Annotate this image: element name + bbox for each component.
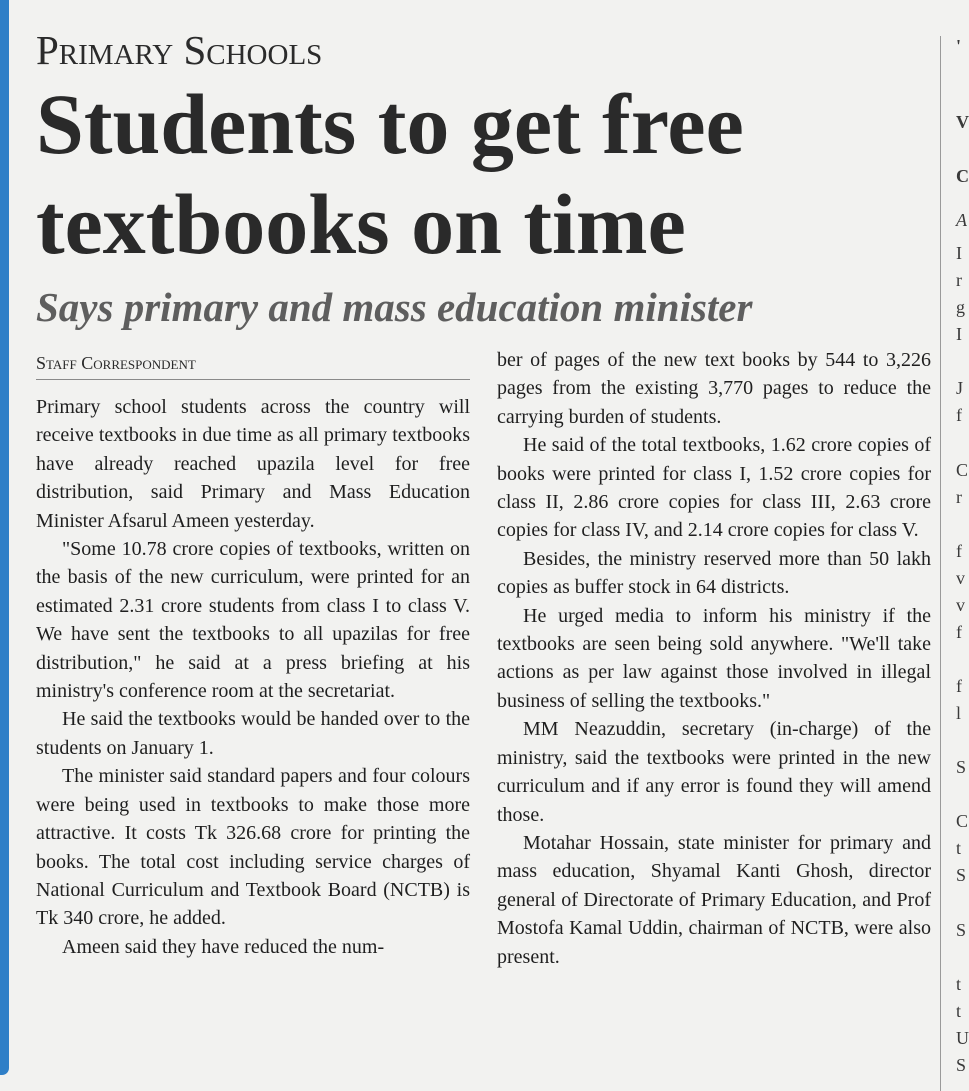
fragment-letter: I: [956, 243, 962, 263]
article-paragraph: Motahar Hossain, state minister for primary and mass education, Shyamal Kanti Ghosh, director general of Directorate of Primary Education, and Prof Mostofa Kamal Uddin, chairman of NCTB, were also present.: [497, 831, 931, 968]
fragment-letter: ': [956, 36, 962, 56]
adjacent-column-fragment: [946, 0, 969, 1091]
fragment-letter: J: [956, 378, 964, 398]
fragment-letter: A: [956, 210, 967, 230]
left-page-rule: [0, 0, 9, 1075]
fragment-letter: l: [956, 703, 962, 723]
fragment-letter: t: [956, 974, 962, 994]
article-column-2: [497, 346, 931, 971]
article-paragraph: He urged media to inform his ministry if the textbooks are seen being sold anywhere. "We'll take actions as per law against those involved in illegal business of selling the textbooks.": [497, 604, 931, 712]
article-column-1: [36, 393, 470, 961]
fragment-letter: g: [956, 297, 965, 317]
fragment-letter: C: [956, 460, 969, 480]
article-kicker: Primary Schools: [36, 27, 323, 73]
fragment-letter: v: [956, 568, 965, 588]
fragment-letter: I: [956, 324, 962, 344]
fragment-letter: f: [956, 676, 962, 696]
fragment-letter: r: [956, 270, 962, 290]
fragment-letter: f: [956, 622, 962, 642]
article-subheadline: Says primary and mass education minister: [36, 284, 753, 330]
fragment-letter: V: [956, 112, 969, 132]
article-paragraph: He said of the total textbooks, 1.62 crore copies of books were printed for class I, 1.52 crore copies for class II, 2.86 crore copies for class III, 2.63 crore copies for class IV, and 2.14 crore copies for class V.: [497, 434, 931, 542]
article-paragraph: MM Neazuddin, secretary (in-charge) of the ministry, said the textbooks were printed in the new curriculum and if any error is found they will amend those.: [497, 718, 931, 826]
fragment-letter: C: [956, 811, 969, 831]
column-divider: [940, 36, 941, 1091]
fragment-letter: S: [956, 757, 967, 777]
fragment-letter: v: [956, 595, 965, 615]
fragment-letter: t: [956, 838, 962, 858]
fragment-letter: f: [956, 405, 962, 425]
article-paragraph: Besides, the ministry reserved more than 50 lakh copies as buffer stock in 64 districts.: [497, 547, 931, 599]
article-byline: Staff Correspondent: [36, 350, 470, 380]
article-paragraph: "Some 10.78 crore copies of textbooks, written on the basis of the new curriculum, were printed for an estimated 2.31 crore students from class I to class V. We have sent the textbooks to all upazilas for free distribution," he said at a press briefing at his ministry's conference room at the secretariat.: [36, 538, 470, 703]
fragment-letter: S: [956, 920, 967, 940]
article-paragraph: He said the textbooks would be handed over to the students on January 1.: [36, 708, 470, 759]
article-paragraph: The minister said standard papers and four colours were being used in textbooks to make those more attractive. It costs Tk 326.68 crore for printing the books. The total cost including service charges of National Curriculum and Textbook Board (NCTB) is Tk 340 crore, he added.: [36, 765, 470, 930]
fragment-letter: S: [956, 865, 967, 885]
article-headline: Students to get free textbooks on time: [36, 76, 744, 272]
fragment-letter: C: [956, 166, 969, 186]
article-paragraph: Ameen said they have reduced the num-: [62, 935, 385, 958]
article-paragraph: ber of pages of the new text books by 544 to 3,226 pages from the existing 3,770 pages to reduce the carrying burden of students.: [497, 349, 931, 428]
fragment-letter: t: [956, 1001, 962, 1021]
fragment-letter: f: [956, 541, 962, 561]
fragment-letter: r: [956, 487, 962, 507]
fragment-letter: U: [956, 1028, 969, 1048]
article-paragraph: Primary school students across the country will receive textbooks in due time as all primary textbooks have already reached upazila level for free distribution, said Primary and Mass Education Minister Afsarul Ameen yesterday.: [36, 396, 470, 532]
fragment-letter: S: [956, 1055, 967, 1075]
